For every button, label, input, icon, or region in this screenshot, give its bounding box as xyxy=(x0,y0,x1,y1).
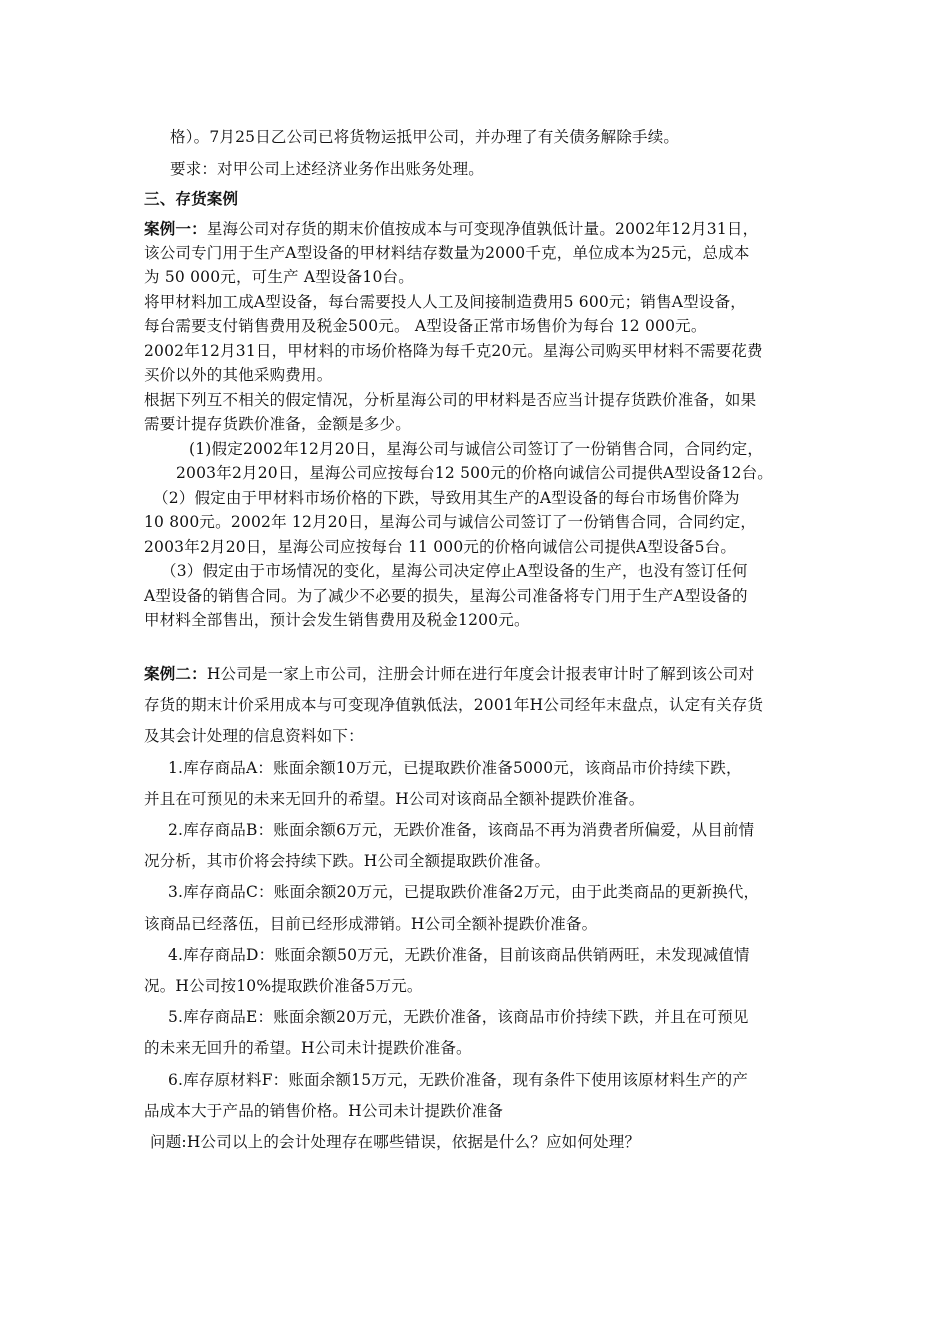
case1-line-1 xyxy=(144,218,758,240)
case2-item-e-line-1: 5.库存商品E：账面余额20万元，无跌价准备，该商品市价持续下跌，并且在可预见 xyxy=(168,1008,749,1026)
case1-line-3: 为 50 000元，可生产 A型设备10台。 xyxy=(144,268,414,286)
case1-line-5: 每台需要支付销售费用及税金500元。 A型设备正常市场售价为每台 12 000元。 xyxy=(144,317,707,335)
case1-text: 星海公司对存货的期末价值按成本与可变现净值孰低计量。2002年12月31日， xyxy=(206,220,759,238)
case1-line-9: 需要计提存货跌价准备，金额是多少。 xyxy=(144,415,411,433)
case2-line-2: 存货的期末计价采用成本与可变现净值孰低法，2001年H公司经年末盘点，认定有关存货 xyxy=(144,696,764,714)
case2-text: H公司是一家上市公司，注册会计师在进行年度会计报表审计时了解到该公司对 xyxy=(206,665,755,683)
case1-line-2: 该公司专门用于生产A型设备的甲材料结存数量为2000千克，单位成本为25元，总成本 xyxy=(144,244,750,262)
case2-label: 案例二： xyxy=(144,664,207,683)
case1-assumption-3-line-3: 甲材料全部售出，预计会发生销售费用及税金1200元。 xyxy=(144,611,530,629)
case1-assumption-3-line-2: A型设备的销售合同。为了减少不必要的损失，星海公司准备将专门用于生产A型设备的 xyxy=(144,587,748,605)
case2-item-b-line-2: 况分析，其市价将会持续下跌。H公司全额提取跌价准备。 xyxy=(144,852,551,870)
case1-assumption-2-line-3: 2003年2月20日，星海公司应按每台 11 000元的价格向诚信公司提供A型设备5台。 xyxy=(144,538,737,556)
case1-line-4: 将甲材料加工成A型设备，每台需要投人人工及间接制造费用5 600元；销售A型设备， xyxy=(144,293,746,311)
case2-item-f-line-2: 品成本大于产品的销售价格。H公司未计提跌价准备 xyxy=(144,1102,504,1120)
case1-label: 案例一： xyxy=(144,219,207,238)
case2-item-c-line-2: 该商品已经落伍，目前已经形成滞销。H公司全额补提跌价准备。 xyxy=(144,915,598,933)
case1-assumption-2-line-2: 10 800元。2002年 12月20日，星海公司与诚信公司签订了一份销售合同，合同约定， xyxy=(144,513,757,531)
case2-item-e-line-2: 的未来无回升的希望。H公司未计提跌价准备。 xyxy=(144,1039,472,1057)
case2-item-a-line-1: 1.库存商品A：账面余额10万元，已提取跌价准备5000元，该商品市价持续下跌， xyxy=(168,759,742,777)
requirement-line: 要求：对甲公司上述经济业务作出账务处理。 xyxy=(170,160,485,178)
case2-item-b-line-1: 2.库存商品B：账面余额6万元，无跌价准备，该商品不再为消费者所偏爱，从目前情 xyxy=(168,821,755,839)
section-heading-inventory-cases: 三、存货案例 xyxy=(144,189,239,208)
case1-line-7: 买价以外的其他采购费用。 xyxy=(144,366,333,384)
case2-line-1 xyxy=(144,663,754,685)
case2-item-d-line-1: 4.库存商品D：账面余额50万元，无跌价准备，目前该商品供销两旺，未发现减值情 xyxy=(168,946,750,964)
case1-assumption-2-line-1: （2）假定由于甲材料市场价格的下跌，导致用其生产的A型设备的每台市场售价降为 xyxy=(153,489,740,507)
case2-question: 问题:H公司以上的会计处理存在哪些错误，依据是什么？应如何处理？ xyxy=(150,1133,641,1151)
case1-assumption-3-line-1: （3）假定由于市场情况的变化，星海公司决定停止A型设备的生产，也没有签订任何 xyxy=(161,562,748,580)
case2-item-f-line-1: 6.库存原材料F：账面余额15万元，无跌价准备，现有条件下使用该原材料生产的产 xyxy=(168,1071,749,1089)
case1-line-8: 根据下列互不相关的假定情况，分析星海公司的甲材料是否应当计提存货跌价准备，如果 xyxy=(144,391,757,409)
case2-line-3: 及其会计处理的信息资料如下： xyxy=(144,727,364,745)
case2-item-a-line-2: 并且在可预见的未来无回升的希望。H公司对该商品全额补提跌价准备。 xyxy=(144,790,645,808)
case1-assumption-1-line-2: 2003年2月20日，星海公司应按每台12 500元的价格向诚信公司提供A型设备12台。 xyxy=(176,464,773,482)
case2-item-d-line-2: 况。H公司按10%提取跌价准备5万元。 xyxy=(144,977,423,995)
case1-line-6: 2002年12月31日，甲材料的市场价格降为每千克20元。星海公司购买甲材料不需要花费 xyxy=(144,342,763,360)
carryover-paragraph-line: 格）。7月25日乙公司已将货物运抵甲公司，并办理了有关债务解除手续。 xyxy=(170,128,680,146)
case2-item-c-line-1: 3.库存商品C：账面余额20万元，已提取跌价准备2万元，由于此类商品的更新换代， xyxy=(168,883,760,901)
case1-assumption-1-line-1: (1)假定2002年12月20日，星海公司与诚信公司签订了一份销售合同，合同约定， xyxy=(189,440,764,458)
